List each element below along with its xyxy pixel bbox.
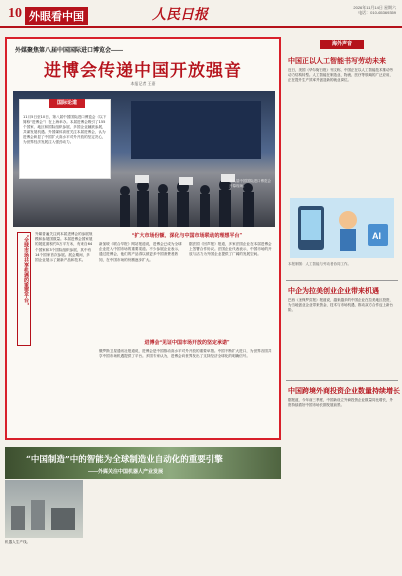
- rail-divider-2: [286, 380, 398, 381]
- bottom-subhead: ——外媒关注中国机器人产业发展: [88, 469, 164, 475]
- date-text: 2026年11月14日 星期六: [353, 5, 396, 10]
- main-story[interactable]: [5, 37, 281, 440]
- svg-text:AI: AI: [372, 231, 381, 241]
- illustration-caption: 本报制图：人工智能与劳动者协同工作。: [288, 262, 351, 266]
- rail-text-1: 近日，美国《华尔街日报》刊文称，中国正在以人工智能技术推动劳动力结构转型。人工智能在制造业、物流、医疗等领域的广泛应用，正在提升生产效率并创造新的就业岗位。: [288, 68, 393, 82]
- phone-text: 电话：010-65369359: [358, 10, 396, 15]
- story-kicker: 外媒聚焦第八届中国国际进口博览会——: [15, 48, 124, 54]
- rail-headline-2[interactable]: 中企为拉美创业企业带来机遇: [288, 286, 379, 295]
- vertical-subhead: “全球市场共享机遇的重要平台”: [17, 232, 31, 346]
- story-column-3: 据法国《回声报》报道，多家法国企业在本届进博会上签署合作协议。法国企业代表表示，中国市场的开放与活力为外国企业提供了广阔的发展空间。: [189, 242, 272, 257]
- rail-tag: 海外声音: [320, 40, 364, 49]
- story-column-2: 新加坡《联合早报》网站报道说，进博会已成为全球企业进入中国市场的重要渠道。不少参展企业表示，通过进博会，他们的产品得以被更多中国消费者熟知，在中国市场的份额逐步扩大。: [99, 242, 182, 262]
- ai-illustration: [290, 198, 394, 258]
- factory-photo: [5, 480, 83, 538]
- rail-divider-1: [286, 280, 398, 281]
- photo-caption: 第八届中国国际进口博览会开幕现场。: [229, 179, 271, 188]
- story-column-1: 外媒普遍关注到本届进博会的参展规模和参展国数量。本届进博会国家展的展览面积约3万平方米，有来自64个国家和3个国际组织参展，其中有14个国家首次参展。展会期间，多国企业展示了最新产品和技术。: [35, 232, 93, 263]
- rail-text-2: 巴西《圣保罗页报》报道说，越来越多的中国企业在拉美地区投资，为当地创业企业带来资金、技术与市场机遇，推动双方合作迈上新台阶。: [288, 298, 393, 312]
- story-headline[interactable]: 进博会传递中国开放强音: [44, 61, 242, 81]
- story-column-4: 俄罗斯卫星通讯社报道说，进博会是中国推动高水平对外开放的重要举措。中国不断扩大进口，为世界各国共享中国市场机遇提供了平台。多国专家认为，进博会向世界发出了支持经济全球化的明确信号。: [99, 349, 272, 359]
- story-byline: 本报记者 王嘉: [130, 81, 156, 86]
- column-subhead-1: “扩大市场份额、深化与中国市场联动的理想平台”: [131, 233, 242, 239]
- rail-headline-3[interactable]: 中国跨境外商投资企业数量持续增长: [288, 386, 400, 395]
- newspaper-logo: 人民日报: [152, 7, 208, 23]
- intro-text: 11月5日至10日，第八届中国国际进口博览会（以下简称“进博会”）在上海举办。本届进博会吸引了155个国家、地区和国际组织参展，多国企业踊跃参展，共谋发展机遇。外国媒体高度关注本届进博会，认为进博会彰显了中国扩大高水平对外开放的坚定决心，为世界经济发展注入强劲动力。: [23, 115, 107, 144]
- page-number: 10: [8, 6, 22, 21]
- intro-badge: 国际论道: [49, 99, 85, 108]
- bottom-headline[interactable]: “中国制造”中的智能为全球制造业自动化的重要引擎: [26, 455, 223, 465]
- dateline: [353, 5, 396, 15]
- factory-icon: [5, 480, 83, 538]
- rail-headline-1[interactable]: 中国正以人工智能书写劳动未来: [288, 56, 386, 65]
- column-subhead-2: 进博会“见证中国市场开放的坚定承诺”: [144, 340, 230, 346]
- bottom-photo-caption: 机器人生产线。: [5, 540, 31, 544]
- masthead: [0, 0, 402, 28]
- rail-text-3: 据报道，今年前三季度，中国新设立外商投资企业数量同比增长，外资持续看好中国市场长期发展前景。: [288, 398, 393, 407]
- section-label: 外眼看中国: [25, 7, 88, 25]
- intro-box: [19, 99, 111, 179]
- robot-icon: [290, 198, 394, 258]
